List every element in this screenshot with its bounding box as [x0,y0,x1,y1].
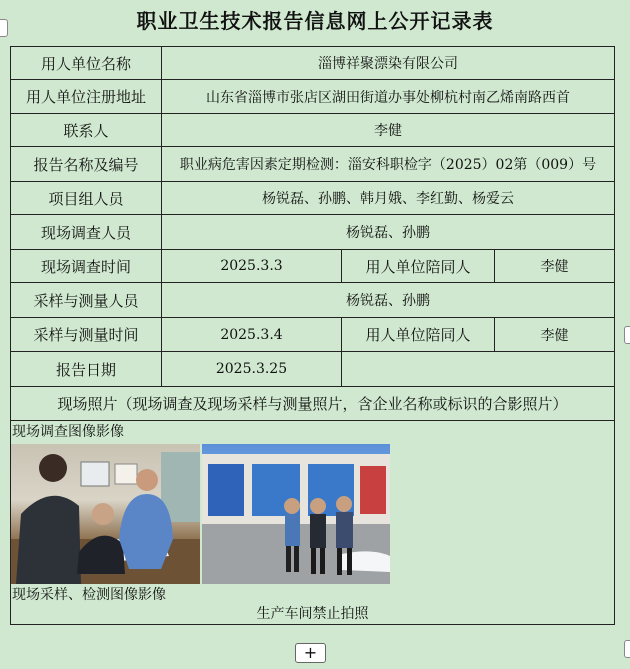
photo-block [11,421,615,625]
report-value: 职业病危害因素定期检测：淄安科职检字（2025）02第（009）号 [162,147,615,182]
survey-companion-label: 用人单位陪同人 [342,250,495,283]
contact-label: 联系人 [11,114,162,147]
survey-staff-value: 杨锐磊、孙鹏 [162,215,615,250]
row-employer-name [11,47,615,80]
add-button[interactable]: + [295,643,326,663]
report-label: 报告名称及编号 [11,147,162,182]
sampling-staff-label: 采样与测量人员 [11,283,162,318]
row-report [11,147,615,182]
employer-address-value: 山东省淄博市张店区湖田街道办事处柳杭村南乙烯南路西首 [162,80,615,114]
photo-header: 现场照片（现场调查及现场采样与测量照片，含企业名称或标识的合影照片） [11,387,615,421]
row-sampling-staff [11,283,615,318]
sampling-photo-caption: 现场采样、检测图像影像 [12,587,166,603]
row-team [11,182,615,215]
row-photos [11,421,615,625]
survey-photo-office [11,444,200,584]
right-edge-button-bottom[interactable] [624,640,630,658]
no-photo-notice: 生产车间禁止拍照 [256,606,369,622]
team-label: 项目组人员 [11,182,162,215]
contact-value: 李健 [162,114,615,147]
report-date-label: 报告日期 [11,352,162,387]
team-value: 杨锐磊、孙鹏、韩月娥、李红勤、杨爱云 [162,182,615,215]
survey-photos [11,441,614,584]
employer-name-label: 用人单位名称 [11,47,162,80]
left-edge-button[interactable] [0,19,8,37]
row-report-date [11,352,615,387]
row-photo-header [11,387,615,421]
employer-name-value: 淄博祥聚漂染有限公司 [162,47,615,80]
sampling-time-value: 2025.3.4 [162,318,342,352]
row-employer-address [11,80,615,114]
survey-companion-value: 李健 [495,250,615,283]
sampling-companion-value: 李健 [495,318,615,352]
survey-time-value: 2025.3.3 [162,250,342,283]
survey-time-label: 现场调查时间 [11,250,162,283]
sampling-time-label: 采样与测量时间 [11,318,162,352]
record-table [10,46,615,625]
employer-address-label: 用人单位注册地址 [11,80,162,114]
page-title: 职业卫生技术报告信息网上公开记录表 [136,9,494,33]
sampling-staff-value: 杨锐磊、孙鹏 [162,283,615,318]
row-survey-staff [11,215,615,250]
row-sampling-time [11,318,615,352]
survey-photo-caption: 现场调查图像影像 [12,424,124,440]
sampling-companion-label: 用人单位陪同人 [342,318,495,352]
sampling-photo-outdoor [202,444,390,584]
right-edge-button[interactable] [624,326,630,344]
row-survey-time [11,250,615,283]
survey-staff-label: 现场调查人员 [11,215,162,250]
report-date-value: 2025.3.25 [162,352,342,387]
row-contact [11,114,615,147]
report-date-spacer [342,352,615,387]
